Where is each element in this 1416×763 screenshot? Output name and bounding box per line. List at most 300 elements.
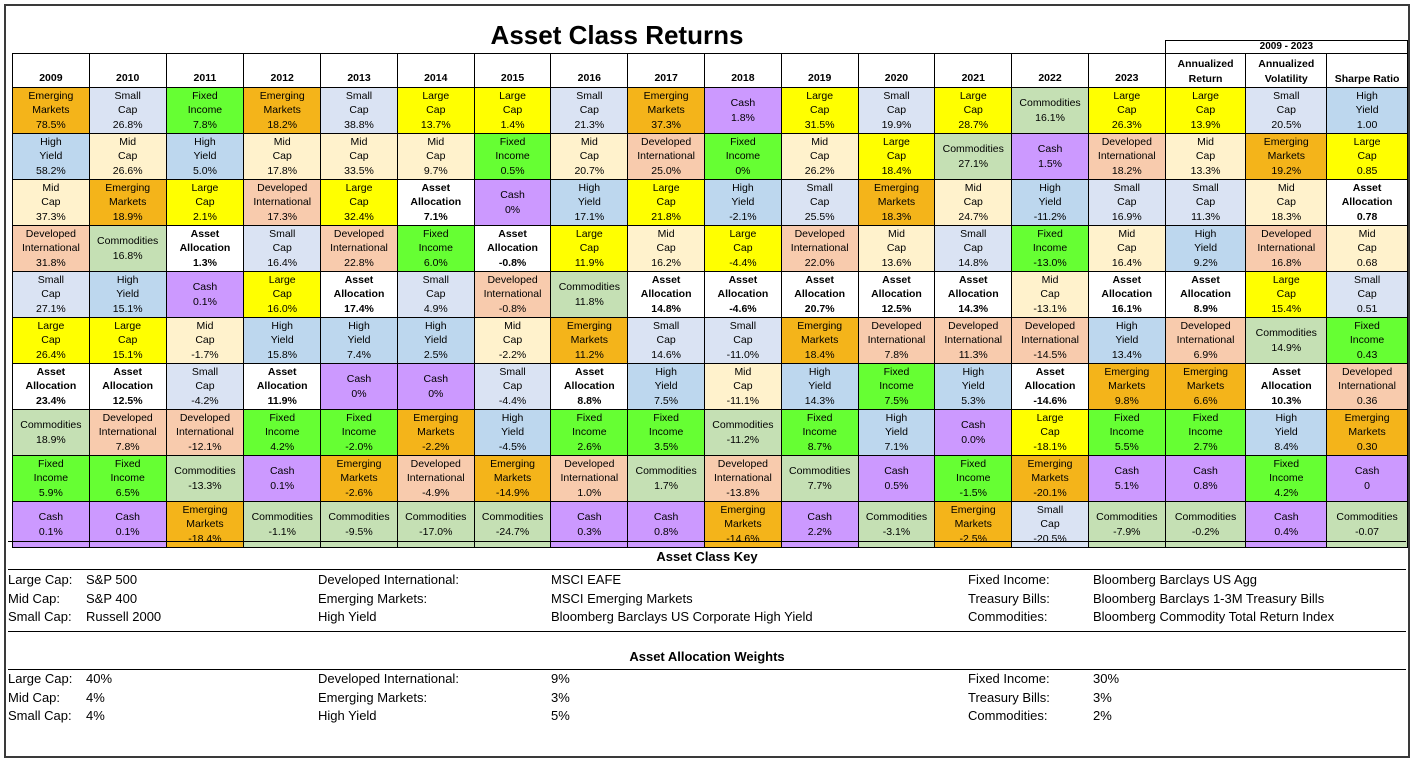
asset-class-label: High <box>578 181 601 194</box>
return-cell <box>858 134 935 180</box>
return-value: 6.6% <box>1193 394 1218 407</box>
return-cell <box>244 88 321 134</box>
return-cell <box>628 134 705 180</box>
asset-class-label: Cap <box>1117 104 1137 117</box>
asset-class-label: Emerging <box>1263 135 1309 148</box>
key-value: Russell 2000 <box>86 609 162 624</box>
return-cell <box>935 364 1012 410</box>
asset-class-label: Yield <box>116 288 140 301</box>
return-cell <box>89 88 166 134</box>
return-value: 0.36 <box>1356 394 1378 407</box>
returns-table <box>12 40 1408 548</box>
asset-class-label: Fixed <box>1113 411 1140 424</box>
return-cell <box>474 272 551 318</box>
asset-class-label: Cap <box>810 150 830 163</box>
asset-class-label: Cap <box>502 334 523 347</box>
return-cell <box>1327 226 1408 272</box>
asset-class-label: Large <box>959 89 987 102</box>
asset-class-label: Large <box>114 319 142 332</box>
asset-class-label: Cap <box>963 104 983 117</box>
return-cell <box>89 134 166 180</box>
asset-class-label: Cap <box>118 334 138 347</box>
return-cell <box>89 226 166 272</box>
return-value: -14.5% <box>1033 348 1067 361</box>
asset-class-label: Cash <box>884 464 909 477</box>
return-value: 7.8% <box>884 348 909 361</box>
return-cell <box>1327 88 1408 134</box>
return-value: -12.1% <box>188 440 222 453</box>
return-value: 1.8% <box>730 111 755 124</box>
asset-class-label: Cap <box>1357 150 1377 163</box>
return-cell <box>397 226 474 272</box>
return-cell <box>935 456 1012 502</box>
stat-header: Annualized Volatility <box>1246 54 1327 88</box>
return-cell <box>13 180 90 226</box>
asset-class-label: Commodities <box>328 510 390 523</box>
asset-class-label: Asset <box>805 273 834 286</box>
asset-class-label: Large <box>37 319 65 332</box>
asset-class-label: Asset <box>958 273 988 286</box>
asset-class-label: Commodities <box>1336 510 1398 523</box>
asset-class-label: Small <box>806 181 833 194</box>
asset-class-label: Cap <box>41 334 61 347</box>
return-cell <box>935 134 1012 180</box>
return-cell <box>1012 410 1089 456</box>
return-cell <box>397 272 474 318</box>
return-cell <box>1327 318 1408 364</box>
return-value: 7.5% <box>654 394 679 407</box>
return-value: -9.5% <box>345 525 373 538</box>
asset-class-label: Cash <box>38 510 64 523</box>
asset-class-label: Markets <box>1186 380 1225 393</box>
asset-class-label: Fixed <box>499 135 526 148</box>
return-cell <box>781 180 858 226</box>
return-cell <box>321 364 398 410</box>
asset-class-label: Markets <box>1031 472 1069 485</box>
asset-class-label: Markets <box>877 196 916 209</box>
return-value: 0.0% <box>961 433 986 446</box>
return-cell <box>321 88 398 134</box>
asset-class-label: International <box>21 242 80 255</box>
return-value: 7.8% <box>115 440 140 453</box>
return-value: -2.1% <box>729 210 757 223</box>
return-value: 10.3% <box>1271 394 1302 407</box>
asset-class-label: Cap <box>656 196 676 209</box>
asset-class-label: Small <box>1192 181 1219 194</box>
asset-class-label: Cap <box>963 242 983 255</box>
asset-class-label: Yield <box>1194 242 1218 255</box>
return-value: 18.3% <box>1271 210 1302 223</box>
asset-class-label: High <box>424 319 447 332</box>
rank-row <box>13 134 1408 180</box>
asset-class-label: Cap <box>1195 150 1216 163</box>
asset-class-label: Emerging <box>797 319 843 332</box>
return-cell <box>1327 180 1408 226</box>
return-value: 14.8% <box>651 302 682 315</box>
asset-class-label: Large <box>1113 89 1141 102</box>
return-cell <box>1012 364 1089 410</box>
asset-class-label: Cash <box>423 372 449 385</box>
asset-class-label: Yield <box>501 426 525 439</box>
return-value: 5.1% <box>1114 479 1139 492</box>
asset-class-label: Income <box>956 472 991 485</box>
return-cell <box>474 134 551 180</box>
return-value: 1.4% <box>500 118 525 131</box>
return-value: 20.7% <box>804 302 835 315</box>
key-value: 3% <box>551 689 570 705</box>
rank-row <box>13 456 1408 502</box>
return-cell <box>1165 272 1246 318</box>
asset-class-label: Cash <box>577 510 602 523</box>
return-cell <box>166 88 244 134</box>
return-value: 8.9% <box>1193 302 1218 315</box>
return-cell <box>166 364 244 410</box>
return-cell <box>1246 226 1327 272</box>
asset-class-label: Large <box>1036 411 1064 424</box>
asset-class-label: Yield <box>808 380 832 393</box>
return-cell <box>705 272 782 318</box>
asset-class-label: Asset <box>882 273 911 286</box>
return-value: 0% <box>735 164 751 177</box>
return-value: -24.7% <box>495 525 530 538</box>
asset-class-label: High <box>962 365 985 378</box>
return-cell <box>858 318 935 364</box>
return-cell <box>321 410 398 456</box>
asset-class-label: International <box>714 472 772 485</box>
return-cell <box>705 226 782 272</box>
asset-class-label: Commodities <box>251 510 313 523</box>
asset-class-label: Mid <box>350 135 368 148</box>
asset-class-label: Yield <box>1038 196 1062 209</box>
year-header: 2015 <box>474 54 551 88</box>
asset-class-label: Cap <box>1195 196 1216 209</box>
return-value: 31.8% <box>36 256 66 269</box>
rank-row <box>13 272 1408 318</box>
return-cell <box>397 180 474 226</box>
asset-class-label: Cash <box>346 372 372 385</box>
asset-class-label: Asset <box>344 273 374 286</box>
asset-class-label: Emerging <box>336 457 382 470</box>
asset-class-label: Asset <box>190 227 220 240</box>
asset-class-label: Small <box>960 227 987 240</box>
return-cell <box>705 180 782 226</box>
return-cell <box>858 272 935 318</box>
asset-class-label: Yield <box>654 380 678 393</box>
return-value: -4.4% <box>498 394 527 407</box>
asset-class-label: Cap <box>963 196 983 209</box>
return-value: 19.2% <box>1271 164 1302 177</box>
return-cell <box>474 226 551 272</box>
year-header: 2014 <box>397 54 474 88</box>
return-value: 16.8% <box>112 249 143 262</box>
return-cell <box>1165 456 1246 502</box>
asset-class-label: Cap <box>886 104 907 117</box>
return-cell <box>1246 272 1327 318</box>
asset-class-label: Developed <box>1180 319 1231 332</box>
return-value: 21.8% <box>651 210 682 223</box>
key-label: Small Cap: <box>8 708 72 723</box>
return-value: 0.43 <box>1356 348 1378 361</box>
asset-class-label: High <box>1275 411 1298 424</box>
return-cell <box>13 88 90 134</box>
asset-class-label: Cap <box>1040 426 1060 439</box>
return-cell <box>166 226 244 272</box>
return-value: 37.3% <box>36 210 66 223</box>
asset-class-label: Cash <box>1193 464 1218 477</box>
return-value: 1.7% <box>654 479 679 492</box>
return-value: 22.0% <box>804 256 835 269</box>
asset-class-label: Cap <box>579 150 599 163</box>
asset-class-label: Mid <box>1041 273 1059 286</box>
return-value: 26.6% <box>112 164 143 177</box>
asset-class-label: Developed <box>641 135 692 148</box>
asset-class-label: Income <box>187 104 223 117</box>
return-cell <box>474 364 551 410</box>
asset-class-label: Allocation <box>1024 380 1076 393</box>
year-header: 2012 <box>244 54 321 88</box>
return-value: 16.9% <box>1111 210 1142 223</box>
asset-class-label: International <box>560 472 619 485</box>
asset-class-label: Cash <box>1274 510 1299 523</box>
return-value: -0.2% <box>1191 525 1220 538</box>
year-header: 2011 <box>166 54 244 88</box>
return-value: 9.8% <box>1114 394 1139 407</box>
return-value: -11.1% <box>726 394 760 407</box>
return-value: 20.5% <box>1271 118 1302 131</box>
return-value: 0.1% <box>115 525 140 538</box>
return-value: 28.7% <box>958 118 989 131</box>
asset-class-label: Large <box>883 135 910 148</box>
asset-class-label: Cap <box>349 150 369 163</box>
return-cell <box>1012 456 1089 502</box>
return-cell <box>1012 88 1089 134</box>
year-header: 2021 <box>935 54 1012 88</box>
asset-class-label: Commodities <box>97 234 159 247</box>
year-header: 2023 <box>1088 54 1165 88</box>
asset-class-label: Allocation <box>179 242 231 255</box>
asset-class-label: Asset <box>651 273 681 286</box>
return-value: 7.4% <box>347 348 371 361</box>
return-cell <box>1246 364 1327 410</box>
asset-class-label: Commodities <box>1096 510 1158 523</box>
return-value: 32.4% <box>344 210 374 223</box>
asset-class-label: Yield <box>731 196 755 209</box>
asset-class-label: Small <box>1113 181 1140 194</box>
return-cell <box>1246 88 1327 134</box>
asset-class-label: Allocation <box>410 196 462 209</box>
return-cell <box>628 88 705 134</box>
return-value: 5.0% <box>192 164 217 177</box>
return-value: 33.5% <box>344 164 374 177</box>
asset-class-label: Mid <box>1118 227 1136 240</box>
asset-class-label: Fixed <box>730 135 756 148</box>
return-value: 14.9% <box>1271 341 1302 354</box>
asset-class-label: Fixed <box>1354 319 1380 332</box>
asset-class-label: Asset <box>267 365 297 378</box>
asset-class-label: Cap <box>1276 104 1296 117</box>
asset-class-label: Income <box>1032 242 1068 255</box>
asset-class-label: Markets <box>340 472 378 485</box>
key-label: Emerging Markets: <box>318 590 428 606</box>
return-value: 38.8% <box>344 118 374 131</box>
rank-row <box>13 180 1408 226</box>
return-value: 13.7% <box>420 118 451 131</box>
return-cell <box>397 410 474 456</box>
asset-class-label: Markets <box>109 196 147 209</box>
asset-class-label: Large <box>1353 135 1381 148</box>
asset-class-label: Cap <box>1040 518 1060 531</box>
stat-header: Sharpe Ratio <box>1327 54 1408 88</box>
return-cell <box>244 272 321 318</box>
asset-class-label: Small <box>729 319 757 332</box>
return-value: 0.1% <box>192 295 217 308</box>
return-cell <box>551 226 628 272</box>
return-cell <box>474 410 551 456</box>
return-cell <box>321 456 398 502</box>
asset-class-label: Mid <box>964 181 982 194</box>
asset-class-label: Asset <box>1035 365 1065 378</box>
return-cell <box>1165 134 1246 180</box>
asset-class-label: International <box>790 242 849 255</box>
asset-class-label: Large <box>729 227 757 240</box>
asset-class-label: Mid <box>196 319 214 332</box>
return-cell <box>166 456 244 502</box>
asset-class-label: Cap <box>579 242 599 255</box>
return-value: 6.0% <box>423 256 448 269</box>
key-value: Bloomberg Barclays US Corporate High Yield <box>551 609 813 624</box>
asset-class-label: Yield <box>193 150 217 163</box>
asset-class-label: Large <box>806 89 834 102</box>
asset-class-label: Emerging <box>28 89 74 102</box>
asset-class-label: Fixed <box>1192 411 1219 424</box>
return-value: 16.1% <box>1035 111 1065 124</box>
asset-class-label: Allocation <box>256 380 308 393</box>
asset-class-label: Mid <box>811 135 829 148</box>
return-value: 13.9% <box>1190 118 1221 131</box>
return-value: -4.6% <box>729 302 757 315</box>
asset-class-label: Cash <box>807 510 832 523</box>
return-value: 16.1% <box>1111 302 1142 315</box>
return-cell <box>89 272 166 318</box>
return-value: 0.8% <box>1193 479 1218 492</box>
return-value: 11.9% <box>267 394 297 407</box>
rank-row <box>13 364 1408 410</box>
asset-class-label: Allocation <box>333 288 385 301</box>
asset-class-label: International <box>483 288 542 301</box>
return-value: 11.9% <box>574 256 604 269</box>
return-cell <box>1246 180 1327 226</box>
asset-class-label: Fixed <box>346 411 372 424</box>
asset-class-label: Emerging <box>1183 365 1229 378</box>
return-value: 17.3% <box>267 210 298 223</box>
return-value: 0.5% <box>500 164 525 177</box>
asset-class-label: International <box>176 426 234 439</box>
return-cell <box>1012 272 1089 318</box>
return-value: -13.3% <box>188 479 222 492</box>
asset-class-label: Cap <box>1276 288 1296 301</box>
return-value: 23.4% <box>36 394 66 407</box>
asset-class-label: Markets <box>801 334 839 347</box>
asset-class-label: Small <box>37 273 65 286</box>
asset-class-label: Markets <box>417 426 455 439</box>
return-value: -14.6% <box>1033 394 1067 407</box>
asset-class-label: Mid <box>504 319 522 332</box>
asset-class-label: International <box>1176 334 1235 347</box>
return-cell <box>551 410 628 456</box>
return-value: -14.6% <box>726 532 760 545</box>
return-value: -18.1% <box>1033 440 1067 453</box>
return-cell <box>166 318 244 364</box>
return-value: -1.1% <box>268 525 296 538</box>
return-value: 0.1% <box>270 479 295 492</box>
asset-class-label: Commodities <box>635 464 697 477</box>
return-cell <box>1012 134 1089 180</box>
return-cell <box>13 226 90 272</box>
asset-class-label: Cap <box>1117 242 1137 255</box>
return-value: 0% <box>504 203 521 216</box>
return-value: -4.2% <box>191 394 219 407</box>
asset-class-label: Cash <box>192 280 218 293</box>
return-cell <box>244 226 321 272</box>
asset-class-label: Mid <box>427 135 445 148</box>
return-value: 16.4% <box>267 256 298 269</box>
return-value: 19.9% <box>881 118 912 131</box>
return-value: 17.1% <box>574 210 605 223</box>
return-value: -20.1% <box>1033 486 1067 499</box>
asset-class-label: International <box>1097 150 1156 163</box>
asset-class-label: Cash <box>269 464 295 477</box>
year-header: 2022 <box>1012 54 1089 88</box>
asset-class-label: Asset <box>1112 273 1142 286</box>
asset-class-label: Yield <box>884 426 908 439</box>
return-cell <box>1088 318 1165 364</box>
return-value: 25.0% <box>651 164 682 177</box>
return-value: 12.5% <box>881 302 912 315</box>
asset-class-label: Asset <box>1191 273 1220 286</box>
key-value: 2% <box>1093 708 1112 723</box>
return-value: 7.5% <box>884 394 909 407</box>
asset-class-label: Emerging <box>720 503 766 516</box>
return-value: 8.8% <box>577 394 602 407</box>
return-value: 18.2% <box>267 118 298 131</box>
year-header: 2010 <box>89 54 166 88</box>
return-value: 24.7% <box>958 210 989 223</box>
return-cell <box>13 456 90 502</box>
return-value: -13.1% <box>1033 302 1067 315</box>
asset-class-label: Cap <box>1357 288 1377 301</box>
key-value: Bloomberg Commodity Total Return Index <box>1093 609 1335 624</box>
asset-class-label: Emerging <box>182 503 228 516</box>
asset-class-label: Commodities <box>865 510 928 523</box>
rank-row <box>13 318 1408 364</box>
key-label: Fixed Income: <box>968 572 1050 587</box>
return-cell <box>321 272 398 318</box>
asset-class-label: Emerging <box>490 457 536 470</box>
return-cell <box>935 272 1012 318</box>
key-label: Commodities: <box>968 609 1048 624</box>
return-cell <box>628 456 705 502</box>
asset-class-label: Allocation <box>1180 288 1231 301</box>
return-value: -11.0% <box>726 348 760 361</box>
return-value: 5.5% <box>1114 440 1139 453</box>
asset-class-label: Developed <box>257 181 308 194</box>
asset-class-label: Cap <box>886 150 907 163</box>
asset-class-label: Emerging <box>566 319 612 332</box>
asset-class-label: Cap <box>41 288 61 301</box>
asset-class-label: Cap <box>1040 288 1060 301</box>
return-cell <box>89 456 166 502</box>
asset-class-label: Cap <box>1195 104 1216 117</box>
